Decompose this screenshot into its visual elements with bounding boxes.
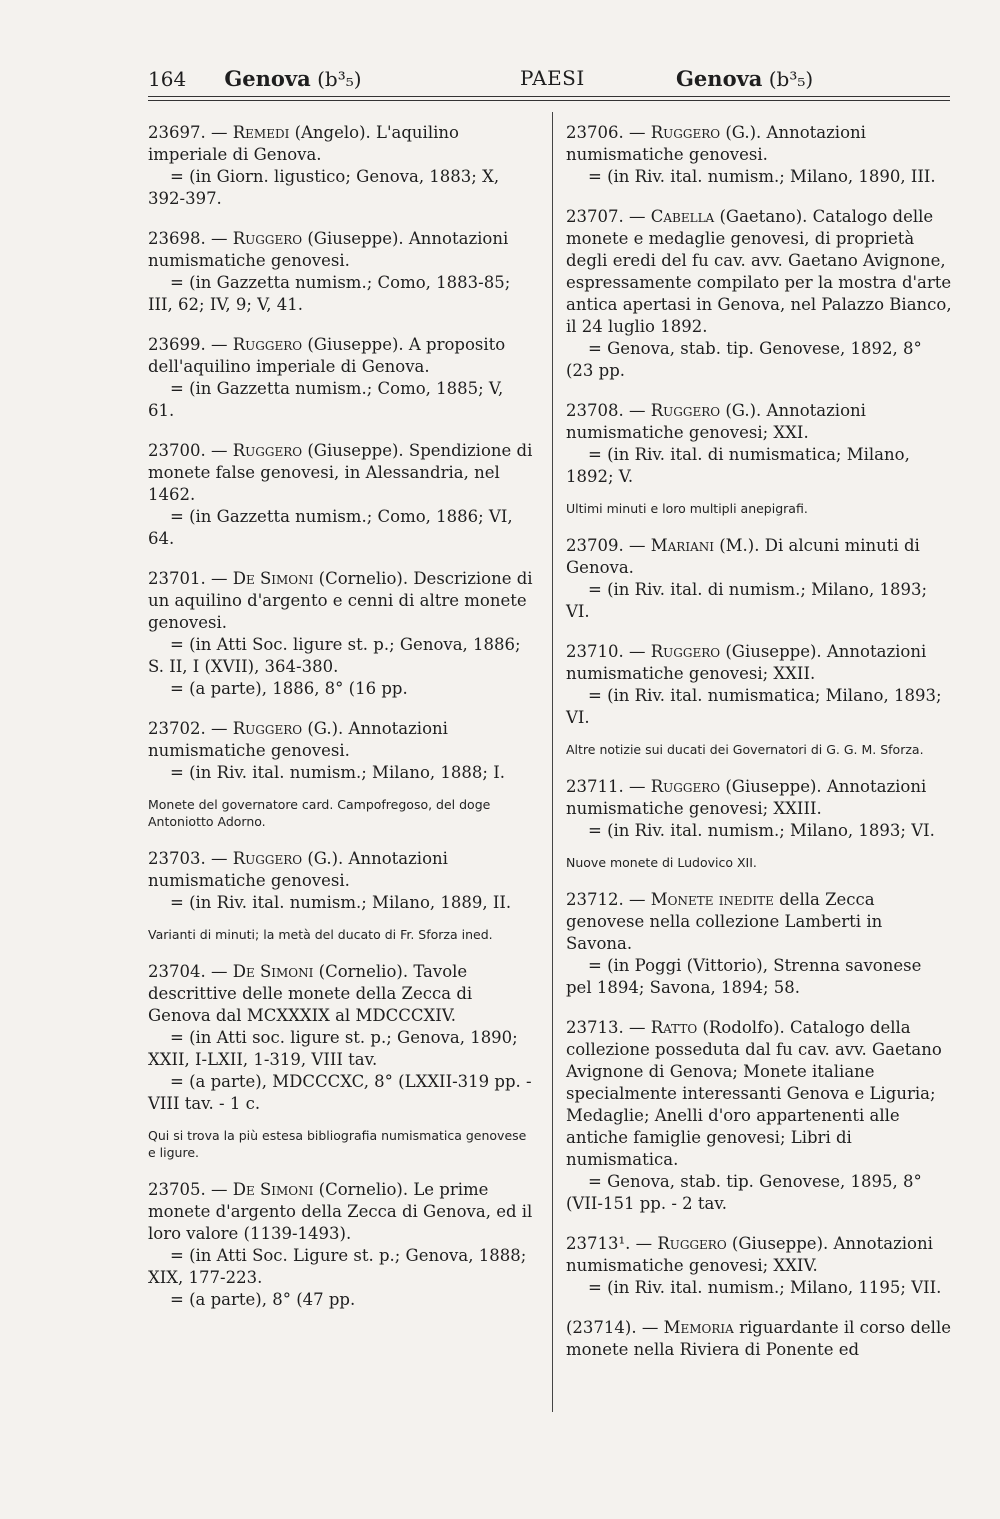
- entry-description: (Giuseppe). Annotazioni numismatiche genovesi; XXIII.: [566, 777, 927, 818]
- entry-author: Ratto: [650, 1018, 698, 1037]
- entry-number: 23704. —: [148, 962, 228, 981]
- entry-title: [566, 535, 952, 579]
- entry-citation: = (a parte), MDCCCXC, 8° (LXXII-319 pp. - VIII tav. - 1 c.: [148, 1072, 532, 1113]
- header-left-title: Genova: [224, 66, 311, 91]
- bibliography-entry: [566, 206, 952, 382]
- entry-title: [148, 122, 534, 166]
- entry-number: 23710. —: [566, 642, 646, 661]
- entry-number: 23705. —: [148, 1180, 228, 1199]
- entry-author: Memoria: [663, 1318, 734, 1337]
- entry-number: 23709. —: [566, 536, 646, 555]
- bibliography-entry: [148, 440, 534, 550]
- bibliography-entry: [148, 848, 534, 914]
- entry-description: (Giuseppe). A proposito dell'aquilino imperiale di Genova.: [148, 335, 506, 376]
- entry-citation: = (in Riv. ital. numism.; Milano, 1195; VII.: [588, 1278, 942, 1297]
- entry-citation: = (in Atti Soc. Ligure st. p.; Genova, 1888; XIX, 177-223.: [148, 1246, 527, 1287]
- bibliography-entry: [566, 889, 952, 999]
- entry-number: 23712. —: [566, 890, 646, 909]
- entry-description: (Angelo). L'aquilino imperiale di Genova.: [148, 123, 459, 164]
- bibliography-entry: [148, 334, 534, 422]
- entry-citation: = (in Atti Soc. ligure st. p.; Genova, 1886; S. II, I (XVII), 364-380.: [148, 635, 521, 676]
- bibliography-entry: [148, 568, 534, 700]
- entry-citation: = Genova, stab. tip. Genovese, 1895, 8° (VII-151 pp. - 2 tav.: [566, 1172, 922, 1213]
- bibliography-entry: [148, 961, 534, 1115]
- entry-author: Ruggero: [650, 642, 721, 661]
- entry-citation: = (in Riv. ital. numism.; Milano, 1890, III.: [588, 167, 936, 186]
- entry-description: (G.). Annotazioni numismatiche genovesi; XXI.: [566, 401, 866, 442]
- header-left-code: (b³₅): [317, 67, 362, 91]
- entry-title: [566, 1233, 952, 1277]
- entry-author: Remedi: [232, 123, 290, 142]
- entry-author: Ruggero: [657, 1234, 727, 1253]
- entry-note: Varianti di minuti; la metà del ducato di Fr. Sforza ined.: [148, 927, 493, 942]
- header-left: [148, 66, 362, 91]
- entry-citation: = (in Gazzetta numism.; Como, 1885; V, 61.: [148, 379, 504, 420]
- entry-description: (G.). Annotazioni numismatiche genovesi.: [148, 719, 448, 760]
- header-right-code: (b³₅): [768, 67, 814, 91]
- bibliography-entry: [566, 535, 952, 623]
- entry-number: 23711. —: [566, 777, 646, 796]
- bibliography-entry: [148, 122, 534, 210]
- entry-author: Ruggero: [650, 123, 721, 142]
- entry-citation: = (in Riv. ital. numismatica; Milano, 1893; VI.: [566, 686, 942, 727]
- bibliography-entry: [566, 122, 952, 188]
- entry-title: [148, 568, 534, 634]
- entry-author: De Simoni: [232, 569, 314, 588]
- page-number: 164: [148, 67, 187, 91]
- bibliography-entry: [566, 1317, 952, 1361]
- bibliography-entry: [148, 228, 534, 316]
- entry-number: (23714). —: [566, 1318, 659, 1337]
- entry-citation: = (a parte), 8° (47 pp.: [170, 1290, 356, 1309]
- entry-note: Ultimi minuti e loro multipli anepigrafi.: [566, 501, 808, 516]
- entry-number: 23700. —: [148, 441, 228, 460]
- entry-title: [566, 122, 952, 166]
- entry-description: (Giuseppe). Annotazioni numismatiche genovesi; XXII.: [566, 642, 927, 683]
- entry-note: Altre notizie sui ducati dei Governatori di G. G. M. Sforza.: [566, 742, 924, 757]
- entry-citation: = (in Riv. ital. numism.; Milano, 1893; VI.: [588, 821, 935, 840]
- entry-title: [148, 718, 534, 762]
- entry-title: [148, 334, 534, 378]
- entry-number: 23702. —: [148, 719, 228, 738]
- entry-citation: = Genova, stab. tip. Genovese, 1892, 8° (23 pp.: [566, 339, 922, 380]
- entry-number: 23701. —: [148, 569, 228, 588]
- bibliography-entry: [566, 400, 952, 488]
- bibliography-entry: [566, 1233, 952, 1299]
- header-right: [676, 66, 813, 91]
- entry-description: (M.). Di alcuni minuti di Genova.: [566, 536, 920, 577]
- entry-number: 23708. —: [566, 401, 646, 420]
- entry-citation: = (a parte), 1886, 8° (16 pp.: [170, 679, 408, 698]
- entry-title: [566, 776, 952, 820]
- entry-title: [148, 440, 534, 506]
- header-center: PAESI: [520, 66, 585, 90]
- entry-citation: = (in Gazzetta numism.; Como, 1883-85; III, 62; IV, 9; V, 41.: [148, 273, 511, 314]
- entry-author: De Simoni: [232, 1180, 314, 1199]
- bibliography-entry: [566, 641, 952, 729]
- entry-author: Monete inedite: [650, 890, 774, 909]
- entry-author: Ruggero: [232, 719, 303, 738]
- entry-author: Ruggero: [650, 401, 721, 420]
- entry-citation: = (in Riv. ital. numism.; Milano, 1888; I.: [170, 763, 505, 782]
- right-column: [566, 122, 952, 1379]
- bibliography-entry: [148, 718, 534, 784]
- entry-author: Mariani: [650, 536, 714, 555]
- entry-title: [148, 848, 534, 892]
- entry-title: [148, 228, 534, 272]
- entry-citation: = (in Riv. ital. numism.; Milano, 1889, II.: [170, 893, 512, 912]
- entry-title: [148, 961, 534, 1027]
- entry-citation: = (in Riv. ital. di numismatica; Milano, 1892; V.: [566, 445, 910, 486]
- bibliography-entry: [566, 776, 952, 842]
- bibliography-entry: [148, 1179, 534, 1311]
- entry-number: 23713¹. —: [566, 1234, 653, 1253]
- bibliography-entry: [566, 1017, 952, 1215]
- entry-title: [566, 889, 952, 955]
- entry-description: (Rodolfo). Catalogo della collezione posseduta dal fu cav. avv. Gaetano Avignone di Genova; Monete italiane specialmente interessanti Genova e Liguria; Medaglie; Anelli d'oro appartenenti alle antiche famiglie genovesi; Libri di numismatica.: [566, 1018, 942, 1169]
- entry-citation: = (in Giorn. ligustico; Genova, 1883; X, 392-397.: [148, 167, 500, 208]
- entry-number: 23707. —: [566, 207, 646, 226]
- entry-description: (Gaetano). Catalogo delle monete e medaglie genovesi, di proprietà degli eredi del fu cav. avv. Gaetano Avignone, espressamente compilato per la mostra d'arte antica apertasi in Genova, nel Palazzo Bianco, il 24 luglio 1892.: [566, 207, 952, 336]
- entry-citation: = (in Poggi (Vittorio), Strenna savonese pel 1894; Savona, 1894; 58.: [566, 956, 922, 997]
- entry-title: [566, 1017, 952, 1171]
- entry-description: (Cornelio). Tavole descrittive delle monete della Zecca di Genova dal MCXXXIX al MDCCCXIV.: [148, 962, 473, 1025]
- entry-author: Ruggero: [232, 849, 303, 868]
- entry-description: (Cornelio). Le prime monete d'argento della Zecca di Genova, ed il loro valore (1139-1493).: [148, 1180, 533, 1243]
- entry-description: (Giuseppe). Annotazioni numismatiche genovesi; XXIV.: [566, 1234, 933, 1275]
- entry-number: 23703. —: [148, 849, 228, 868]
- entry-description: (G.). Annotazioni numismatiche genovesi.: [566, 123, 866, 164]
- left-column: [148, 122, 534, 1329]
- entry-description: (Cornelio). Descrizione di un aquilino d'argento e cenni di altre monete genovesi.: [148, 569, 533, 632]
- entry-number: 23698. —: [148, 229, 228, 248]
- entry-description: riguardante il corso delle monete nella Riviera di Ponente ed: [566, 1318, 951, 1359]
- entry-author: Ruggero: [232, 441, 303, 460]
- header-rule-second: [148, 100, 950, 101]
- entry-note: Monete del governatore card. Campofregoso, del doge Antoniotto Adorno.: [148, 797, 491, 829]
- header-right-title: Genova: [676, 66, 763, 91]
- entry-author: Ruggero: [232, 335, 303, 354]
- entry-description: (Giuseppe). Annotazioni numismatiche genovesi.: [148, 229, 509, 270]
- page-header: [148, 62, 952, 96]
- header-rule: [148, 96, 950, 97]
- entry-note: Nuove monete di Ludovico XII.: [566, 855, 757, 870]
- column-divider: [552, 112, 553, 1412]
- entry-title: [148, 1179, 534, 1245]
- entry-title: [566, 1317, 952, 1361]
- entry-author: De Simoni: [232, 962, 314, 981]
- entry-description: (G.). Annotazioni numismatiche genovesi.: [148, 849, 448, 890]
- entry-number: 23697. —: [148, 123, 228, 142]
- entry-title: [566, 641, 952, 685]
- entry-author: Ruggero: [650, 777, 721, 796]
- entry-author: Cabella: [650, 207, 715, 226]
- entry-title: [566, 206, 952, 338]
- entry-number: 23706. —: [566, 123, 646, 142]
- entry-number: 23699. —: [148, 335, 228, 354]
- entry-citation: = (in Riv. ital. di numism.; Milano, 1893; VI.: [566, 580, 928, 621]
- entry-citation: = (in Gazzetta numism.; Como, 1886; VI, 64.: [148, 507, 513, 548]
- entry-citation: = (in Atti soc. ligure st. p.; Genova, 1890; XXII, I-LXII, 1-319, VIII tav.: [148, 1028, 518, 1069]
- entry-description: della Zecca genovese nella collezione Lamberti in Savona.: [566, 890, 883, 953]
- entry-number: 23713. —: [566, 1018, 646, 1037]
- entry-author: Ruggero: [232, 229, 303, 248]
- entry-description: (Giuseppe). Spendizione di monete false genovesi, in Alessandria, nel 1462.: [148, 441, 533, 504]
- entry-note: Qui si trova la più estesa bibliografia numismatica genovese e ligure.: [148, 1128, 527, 1160]
- entry-title: [566, 400, 952, 444]
